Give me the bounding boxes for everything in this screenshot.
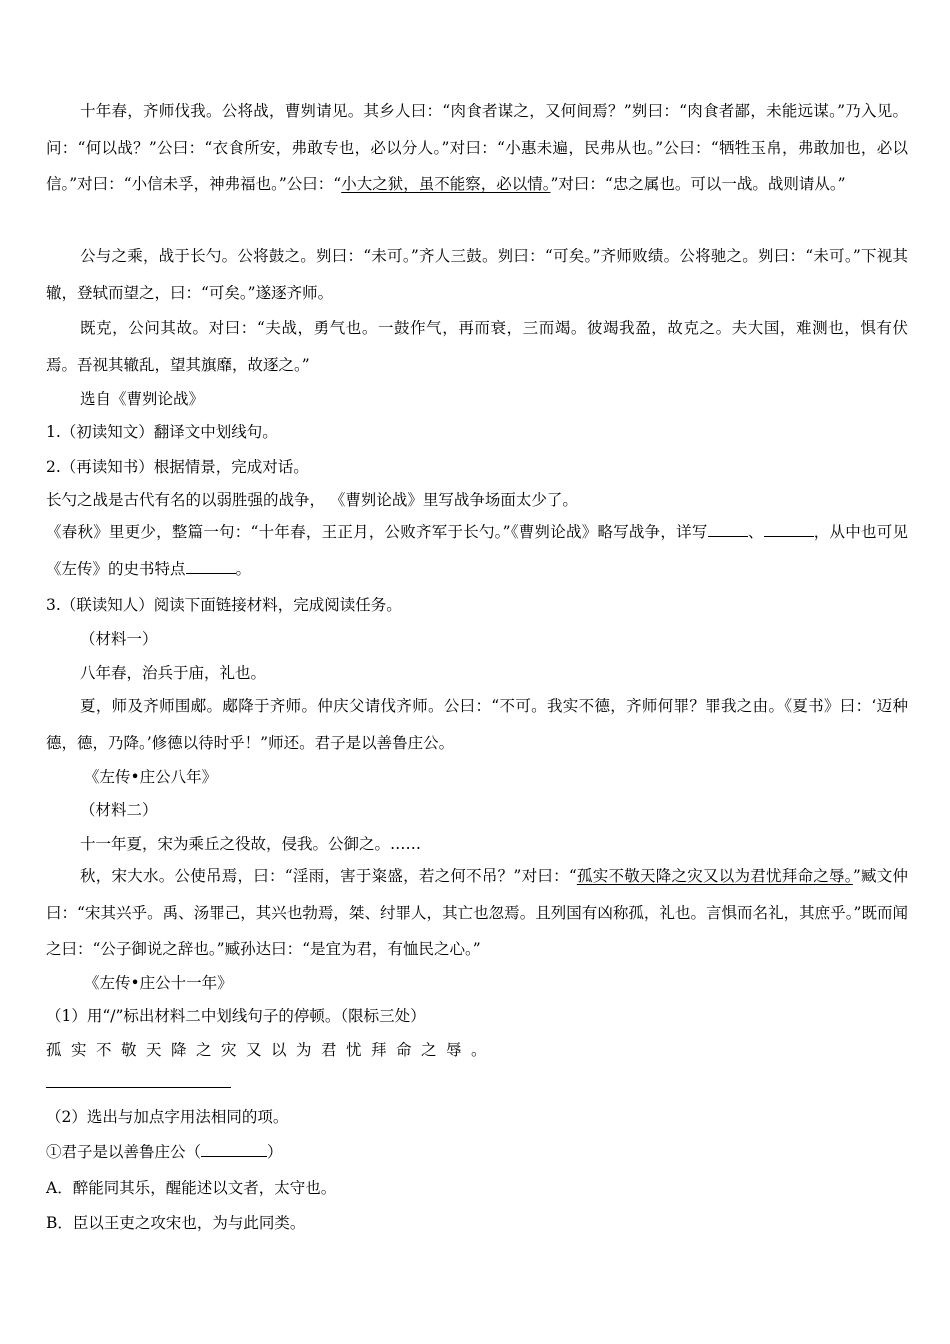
sub-question-2-item xyxy=(46,1142,283,1162)
item-text: ） xyxy=(267,1143,283,1161)
material-2-line: 十一年夏，宋为乘丘之役故，侵我。公御之。…… xyxy=(80,835,422,853)
passage-text: 十年春，齐师伐我。公将战，曹刿请见。其乡人曰：“肉食者谋之，又何间焉？”刿曰：“肉食者鄙，未能远谋。”乃入见。问：“何以战？”公曰：“衣食所安，弗敢专也，必以分人。”对曰：“小惠未遍，民弗从也。”公曰：“牺牲玉帛，弗敢加也，必以信。”对曰：“小信未孚，神弗福也。”公曰：“ xyxy=(46,102,908,193)
dialogue-text: 。 xyxy=(235,559,252,578)
sub-question-1: （1）用“/”标出材料二中划线句子的停顿。（限标三处） xyxy=(46,1007,426,1025)
material-2-paragraph xyxy=(46,858,908,968)
underlined-sentence: 孤实不敬天降之灾又以为君忧拜命之辱。 xyxy=(576,867,853,885)
material-1-paragraph: 夏，师及齐师围郕。郕降于齐师。仲庆父请伐齐师。公曰：“不可。我实不德，齐师何罪？罪我之由。《夏书》曰：‘迈种德，德，乃降。’修德以待时乎！”师还。君子是以善鲁庄公。 xyxy=(46,697,908,752)
answer-blank-4[interactable] xyxy=(201,1142,267,1157)
answer-blank-3[interactable] xyxy=(186,559,236,574)
answer-blank-2[interactable] xyxy=(764,522,814,537)
item-text: ①君子是以善鲁庄公（ xyxy=(46,1143,202,1161)
question-1: 1.（初读知文）翻译文中划线句。 xyxy=(46,423,278,441)
sub-question-1-sentence: 孤实不敬天降之灾又以为君忧拜命之辱。 xyxy=(46,1041,497,1059)
material-2-label: （材料二） xyxy=(80,801,158,819)
question-2: 2.（再读知书）根据情景，完成对话。 xyxy=(46,458,309,476)
material-1-source: 《左传•庄公八年》 xyxy=(84,768,218,786)
dialogue-text: 《春秋》里更少，整篇一句：“十年春，王正月，公败齐军于长勺。”《曹刿论战》略写战争，详写 xyxy=(46,523,708,541)
passage-text: ”对曰：“忠之属也。可以一战。战则请从。” xyxy=(550,175,846,193)
material-1-line: 八年春，治兵于庙，礼也。 xyxy=(80,664,267,682)
dialogue-text: 、 xyxy=(747,523,764,541)
option-b: B．臣以王吏之攻宋也，为与此同类。 xyxy=(46,1214,306,1232)
answer-line[interactable] xyxy=(46,1087,231,1088)
passage-paragraph-2: 公与之乘，战于长勺。公将鼓之。刿曰：“未可。”齐人三鼓。刿曰：“可矣。”齐师败绩。公将驰之。刿曰：“未可。”下视其辙，登轼而望之，曰：“可矣。”遂逐齐师。 xyxy=(46,247,908,302)
sub-question-2: （2）选出与加点字用法相同的项。 xyxy=(46,1108,289,1126)
answer-blank-1[interactable] xyxy=(708,522,748,537)
underlined-sentence: 小大之狱，虽不能察，必以情。 xyxy=(341,175,551,193)
option-a: A．醉能同其乐，醒能述以文者，太守也。 xyxy=(46,1179,337,1197)
material-2-source: 《左传•庄公十一年》 xyxy=(84,974,233,992)
material-1-label: （材料一） xyxy=(80,630,158,648)
question-2-dialogue xyxy=(46,514,908,587)
passage-paragraph-3: 既克，公问其故。对曰：“夫战，勇气也。一鼓作气，再而衰，三而竭。彼竭我盈，故克之。夫大国，难测也，惧有伏焉。吾视其辙乱，望其旗靡，故逐之。” xyxy=(46,319,908,374)
material-text: 秋，宋大水。公使吊焉，曰：“淫雨，害于粢盛，若之何不吊？”对曰：“ xyxy=(80,867,577,885)
passage-paragraph-1 xyxy=(46,93,908,203)
dialogue-text: ，从中也可见《左传》的史书特点 xyxy=(46,523,908,578)
question-3: 3.（联读知人）阅读下面链接材料，完成阅读任务。 xyxy=(46,596,402,614)
material-text: ”臧文仲曰：“宋其兴乎。禹、汤罪己，其兴也勃焉，桀、纣罪人，其亡也忽焉。且列国有凶称孤，礼也。言惧而名礼，其庶乎。”既而闻之曰：“公子御说之辞也。”臧孙达曰：“是宜为君，有恤民之心。” xyxy=(46,867,908,958)
passage-source: 选自《曹刿论战》 xyxy=(80,390,205,408)
question-2-context-line: 长勺之战是古代有名的以弱胜强的战争， 《曹刿论战》里写战争场面太少了。 xyxy=(46,491,578,509)
